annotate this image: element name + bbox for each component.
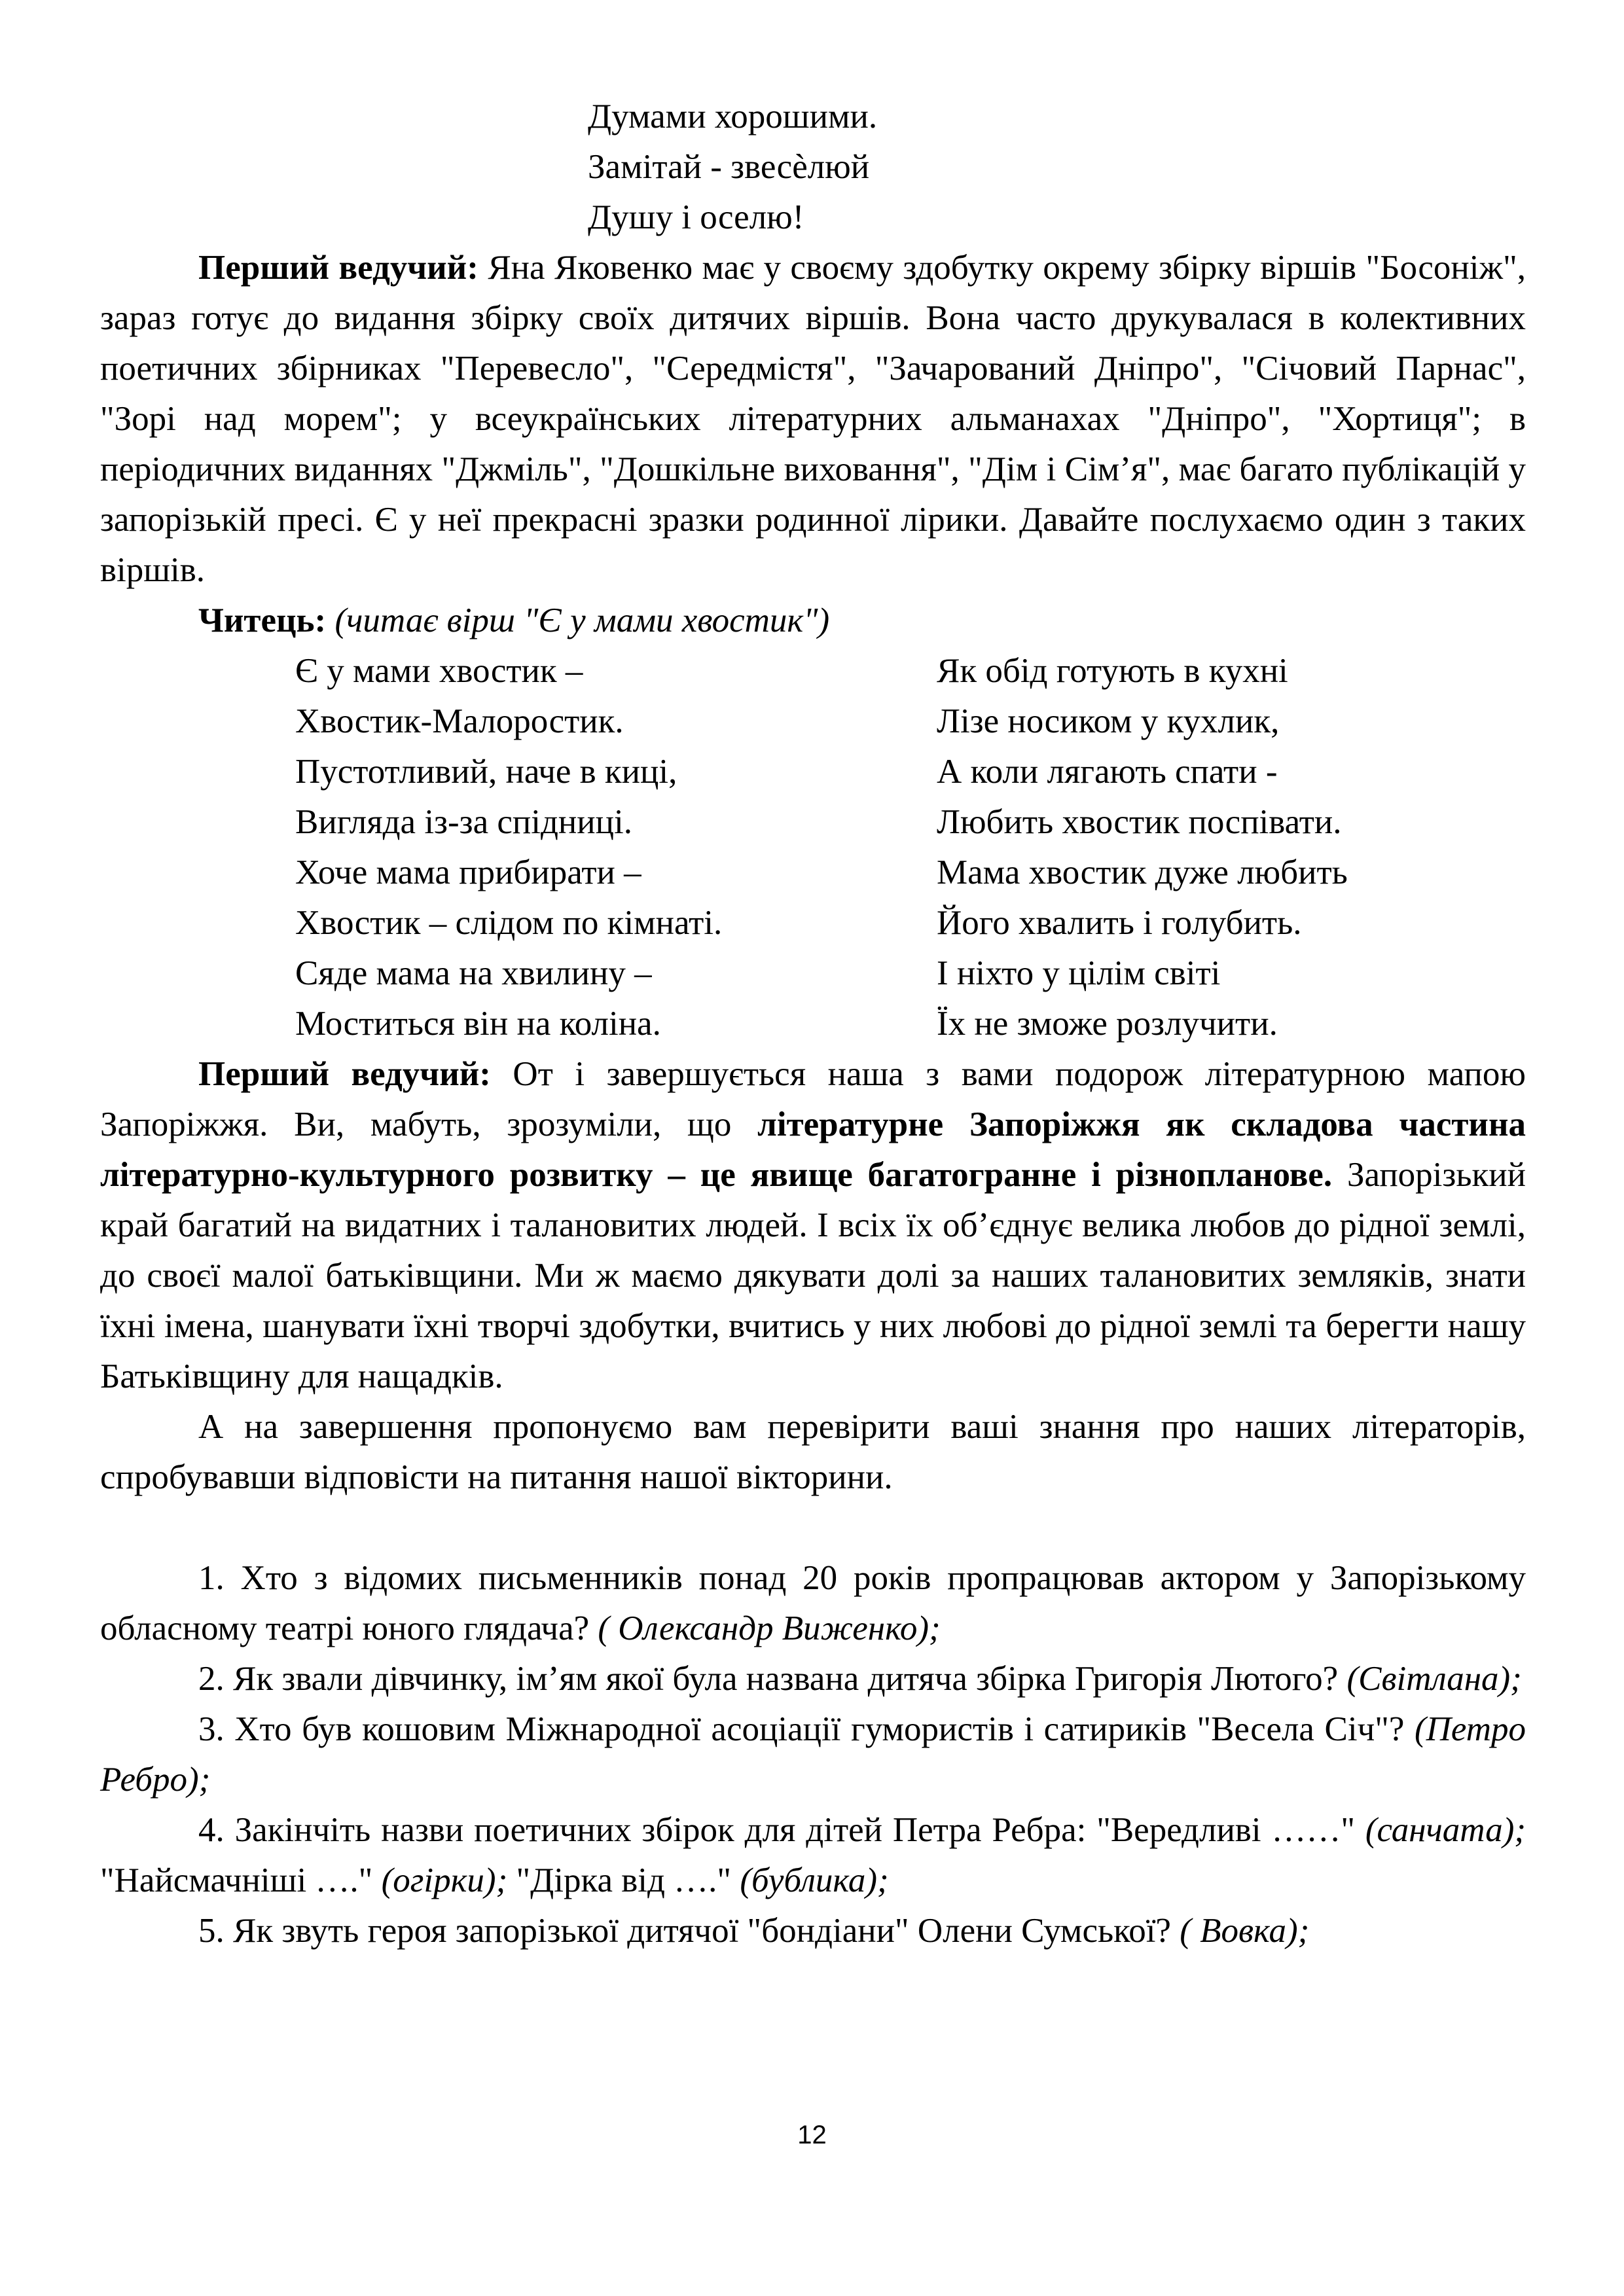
poem-line: Думами хорошими.: [588, 98, 878, 135]
quiz-question: [100, 1654, 1526, 1704]
answer-text: ( Олександр Виженко);: [598, 1609, 941, 1647]
quiz-question: [100, 1906, 1526, 1956]
poem-line-left: Пустотливий, наче в киці,: [295, 753, 677, 791]
speaker-label: Перший ведучий:: [198, 249, 478, 287]
speaker-label: Читець:: [198, 601, 327, 639]
poem-line-right: Його хвалить і голубить.: [937, 904, 1302, 942]
poem-line-right: Любить хвостик поспівати.: [937, 803, 1342, 841]
question-text: 3. Хто був кошовим Міжнародної асоціації гумористів і сатириків "Весела Січ"?: [198, 1710, 1415, 1748]
paragraph-quiz-intro: А на завершення пропонуємо вам перевірити ваші знання про наших літераторів, спробувавши відповісти на питання нашої вікторини.: [100, 1408, 1526, 1496]
poem-row: [295, 999, 1526, 1049]
poem-line-left: Є у мами хвостик –: [295, 652, 583, 690]
stage-direction: (читає вірш "Є у мами хвостик"): [334, 601, 830, 639]
answer-text: (огірки);: [381, 1861, 508, 1899]
answer-text: (бублика);: [740, 1861, 889, 1899]
document-page: [100, 92, 1526, 1956]
quiz-question: [100, 1704, 1526, 1805]
poem-line-right: Їх не зможе розлучити.: [937, 1005, 1278, 1043]
speaker-label: Перший ведучий:: [198, 1055, 491, 1093]
poem-line: Замітай - звесѐлюй: [588, 148, 870, 186]
answer-text: (Петро Ребро);: [100, 1710, 1526, 1799]
poem-row: [295, 696, 1526, 747]
poem-line-left: Моститься він на коліна.: [295, 1005, 661, 1043]
spacer: [100, 1503, 1526, 1553]
answer-text: (санчата);: [1365, 1811, 1526, 1849]
poem-line-right: Лізе носиком у кухлик,: [937, 702, 1280, 740]
poem-line: Душу і оселю!: [588, 198, 804, 236]
poem-row: [295, 848, 1526, 898]
question-text: "Дірка від ….": [507, 1861, 740, 1899]
question-text: "Найсмачніші ….": [100, 1861, 382, 1899]
poem-line-right: Як обід готують в кухні: [937, 652, 1288, 690]
question-text: 5. Як звуть героя запорізької дитячої "бондіани" Олени Сумської?: [198, 1912, 1180, 1950]
page-number: 12: [797, 2121, 827, 2149]
poem-line-left: Хвостик-Малоростик.: [295, 702, 624, 740]
poem-line-left: Хвостик – слідом по кімнаті.: [295, 904, 723, 942]
quiz-question: [100, 1805, 1526, 1906]
poem-line-right: І ніхто у цілім світі: [937, 954, 1221, 992]
emphasis-text: літературне Запоріжжя як складова частина літературно-культурного розвитку – це явище багатогранне і різнопланове.: [100, 1105, 1526, 1194]
question-text: 2. Як звали дівчинку, ім’ям якої була названа дитяча збірка Григорія Лютого?: [198, 1660, 1347, 1698]
poem-line-left: Вигляда із-за спідниці.: [295, 803, 632, 841]
reader-line: [100, 596, 1526, 646]
paragraph-host-1: [100, 243, 1526, 596]
poem-line-left: Сяде мама на хвилину –: [295, 954, 652, 992]
answer-text: (Світлана);: [1346, 1660, 1522, 1698]
poem-line-left: Хоче мама прибирати –: [295, 853, 641, 891]
poem-row: [295, 646, 1526, 696]
paragraph-text: От і завершується наша з вами подорож літературною мапою Запоріжжя. Ви, мабуть, зрозуміли, що: [100, 1055, 1526, 1143]
paragraph-text: Запорізький край багатий на видатних і талановитих людей. І всіх їх об’єднує велика любов до рідної землі, до своєї малої батьківщини. Ми ж маємо дякувати долі за наших талановитих земляків, знати їхні імена, шанувати їхні творчі здобутки, вчитись у них любові до рідної землі та берегти нашу Батьківщину для нащадків.: [100, 1156, 1526, 1395]
poem-row: [295, 797, 1526, 848]
poem-line-right: Мама хвостик дуже любить: [937, 853, 1348, 891]
answer-text: ( Вовка);: [1180, 1912, 1310, 1950]
paragraph-host-2: [100, 1049, 1526, 1402]
poem-row: [295, 948, 1526, 999]
quiz-question: [100, 1553, 1526, 1654]
question-text: 4. Закінчіть назви поетичних збірок для дітей Петра Ребра: "Вередливі ……": [198, 1811, 1365, 1849]
poem: [295, 646, 1526, 1049]
poem-row: [295, 898, 1526, 948]
paragraph-text: Яна Яковенко має у своєму здобутку окрему збірку віршів "Босоніж", зараз готує до видання збірку своїх дитячих віршів. Вона часто друкувалася в колективних поетичних збірниках "Перевесло", "Середмістя", "Зачарований Дніпро", "Січовий Парнас", "Зорі над морем"; у всеукраїнських літературних альманахах "Дніпро", "Хортиця"; в періодичних виданнях "Джміль", "Дошкільне виховання", "Дім і Сім’я", має багато публікацій у запорізькій пресі. Є у неї прекрасні зразки родинної лірики. Давайте послухаємо один з таких віршів.: [100, 249, 1526, 589]
poem-line-right: А коли лягають спати -: [937, 753, 1278, 791]
poem-fragment: [588, 92, 1526, 243]
poem-row: [295, 747, 1526, 797]
question-text: 1. Хто з відомих письменників понад 20 років пропрацював актором у Запорізькому обласному театрі юного глядача?: [100, 1559, 1526, 1647]
